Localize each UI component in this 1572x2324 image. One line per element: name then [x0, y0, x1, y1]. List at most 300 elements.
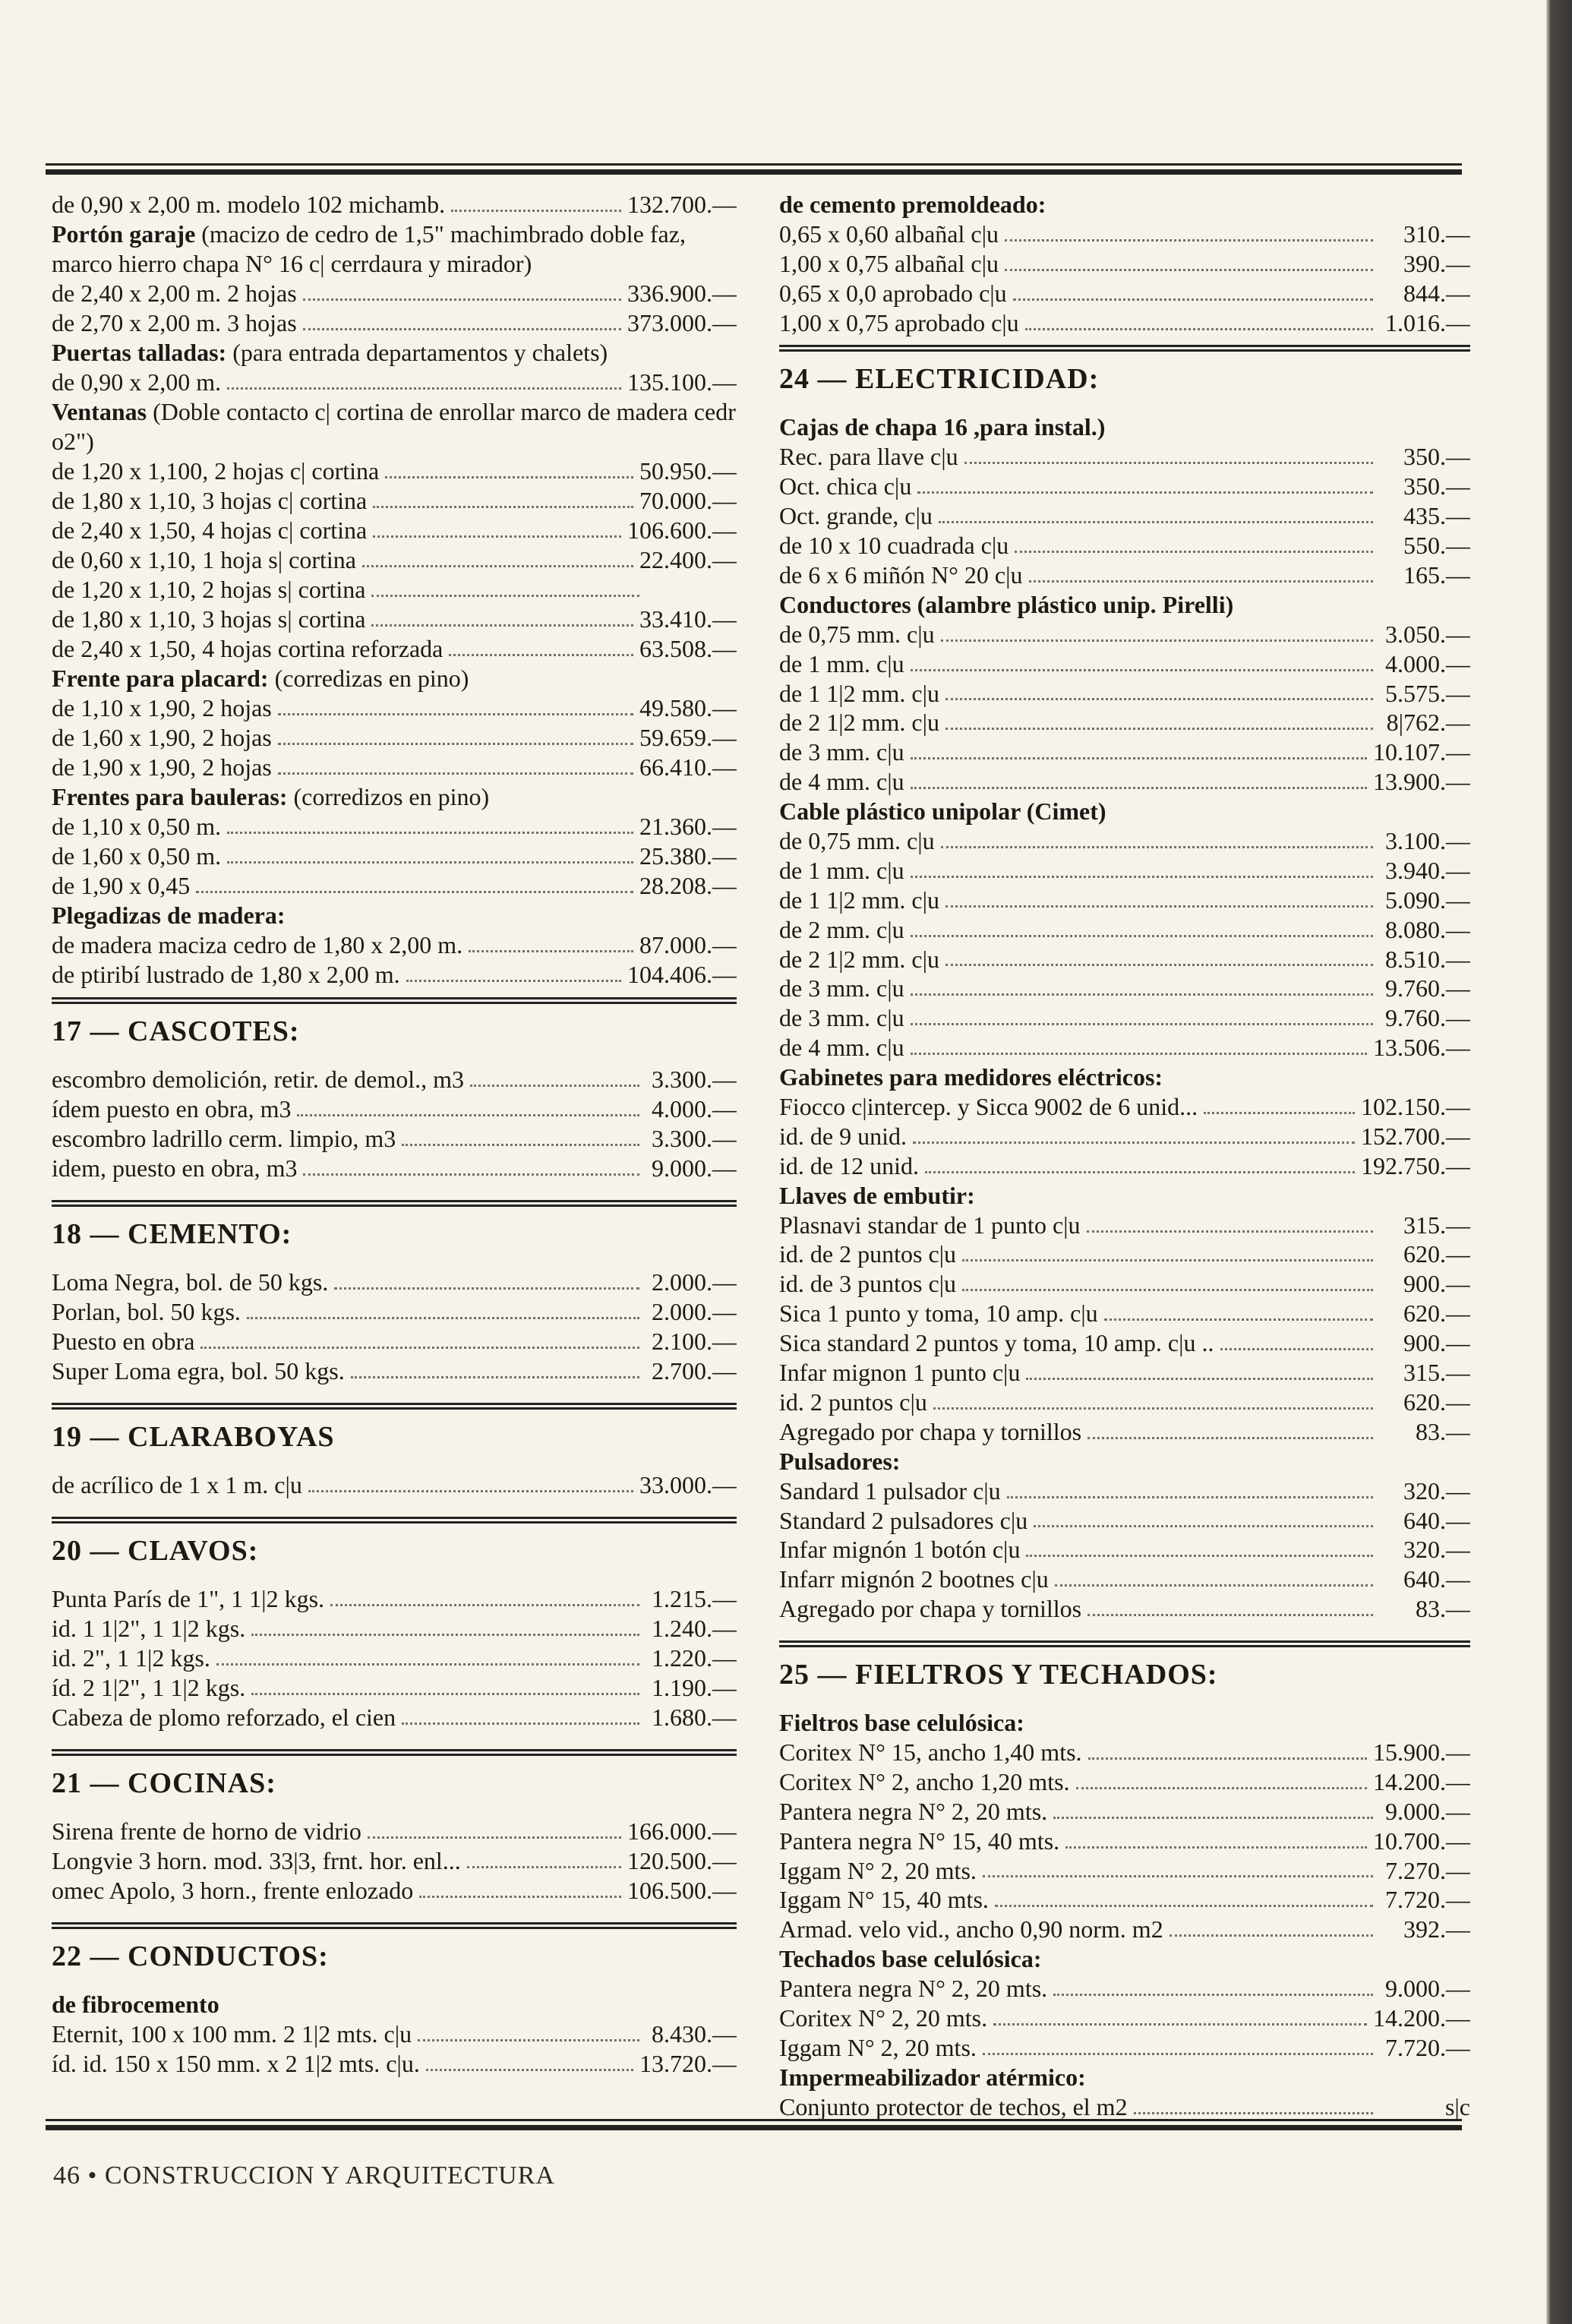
- dot-leader: [449, 654, 633, 656]
- item-price: 2.000.—: [652, 1298, 737, 1325]
- price-row: [779, 1151, 1470, 1181]
- item-price: 83.—: [1416, 1595, 1470, 1623]
- subheading: de fibrocemento: [52, 1991, 219, 2018]
- item-label: escombro demolición, retir. de demol., m3: [52, 1066, 464, 1093]
- item-price: 135.100.—: [627, 368, 737, 396]
- item-label: de 1,20 x 1,100, 2 hojas c| cortina: [52, 457, 380, 485]
- dot-leader: [351, 1376, 639, 1378]
- dot-leader: [945, 964, 1373, 966]
- item-label: Super Loma egra, bol. 50 kgs.: [52, 1357, 345, 1385]
- price-row: [52, 486, 737, 516]
- dot-leader: [911, 787, 1367, 789]
- description-lead: Frentes para bauleras:: [52, 783, 288, 810]
- dot-leader: [1065, 1846, 1367, 1849]
- item-price: 120.500.—: [627, 1847, 737, 1874]
- dot-leader: [911, 993, 1373, 996]
- item-price: 9.760.—: [1385, 974, 1470, 1003]
- item-price: 132.700.—: [627, 191, 737, 218]
- dot-leader: [1055, 1584, 1373, 1587]
- item-price: 320.—: [1403, 1536, 1470, 1564]
- dot-leader: [308, 1490, 633, 1492]
- item-price: 620.—: [1403, 1240, 1470, 1268]
- price-row: [779, 1003, 1470, 1033]
- price-row: [52, 812, 737, 842]
- item-label: idem, puesto en obra, m3: [52, 1154, 298, 1182]
- item-label: de 6 x 6 miñón N° 20 c|u: [779, 560, 1023, 589]
- left-column: [52, 190, 737, 2088]
- dot-leader: [227, 832, 633, 834]
- price-row: [779, 1565, 1470, 1594]
- price-row: [52, 308, 737, 338]
- publication-name: CONSTRUCCION Y ARQUITECTURA: [104, 2161, 555, 2190]
- price-row: [52, 1065, 737, 1094]
- dot-leader: [368, 1836, 621, 1839]
- price-row: [52, 575, 737, 605]
- dot-leader: [1087, 1614, 1373, 1616]
- price-row: [779, 1328, 1470, 1358]
- dot-leader: [1026, 1555, 1373, 1557]
- dot-leader: [418, 2039, 639, 2041]
- price-row: [52, 1846, 737, 1876]
- item-label: Iggam N° 2, 20 mts.: [779, 1856, 977, 1884]
- price-row: [779, 1506, 1470, 1536]
- price-row: [779, 1738, 1470, 1767]
- price-row: [779, 279, 1470, 308]
- section-rule-second: [52, 1407, 737, 1410]
- dot-leader: [451, 210, 621, 212]
- item-label: íd. 2 1|2", 1 1|2 kgs.: [52, 1674, 246, 1701]
- dot-leader: [993, 2023, 1367, 2026]
- item-label: de acrílico de 1 x 1 m. c|u: [52, 1471, 302, 1498]
- section-body: [52, 1268, 737, 1386]
- section-body: [52, 1990, 737, 2079]
- price-row: [779, 974, 1470, 1003]
- price-row: [779, 442, 1470, 472]
- section-rule-second: [52, 1754, 737, 1756]
- dot-leader: [911, 1023, 1373, 1025]
- item-label: de 0,60 x 1,10, 1 hoja s| cortina: [52, 546, 356, 573]
- description-lead: Portón garaje: [52, 220, 196, 248]
- price-row: [52, 930, 737, 960]
- price-row: [779, 767, 1470, 797]
- price-row: [52, 190, 737, 219]
- item-price: 435.—: [1403, 502, 1470, 530]
- price-row: [779, 219, 1470, 249]
- price-row: [779, 1358, 1470, 1388]
- item-label: Conjunto protector de techos, el m2: [779, 2092, 1128, 2120]
- item-price: 10.107.—: [1373, 738, 1470, 766]
- price-row: [52, 693, 737, 723]
- section-rule: [52, 1200, 737, 1202]
- item-price: 102.150.—: [1361, 1093, 1470, 1121]
- item-price: 22.400.—: [639, 546, 737, 573]
- price-row: [52, 634, 737, 664]
- section-rule: [52, 1403, 737, 1405]
- item-price: 13.720.—: [639, 2050, 737, 2077]
- section-rule-second: [52, 1927, 737, 1929]
- item-price: 10.700.—: [1373, 1827, 1470, 1855]
- item-price: s|c: [1444, 2092, 1470, 2120]
- item-label: Sica standard 2 puntos y toma, 10 amp. c|u ..: [779, 1329, 1214, 1357]
- price-row: [52, 1268, 737, 1297]
- section-rule-second: [52, 1002, 737, 1004]
- subheading: Cable plástico unipolar (Cimet): [779, 797, 1106, 826]
- page-footer: [53, 2161, 555, 2190]
- item-price: 106.500.—: [627, 1877, 737, 1904]
- dot-leader: [962, 1289, 1373, 1291]
- section-rule: [52, 997, 737, 999]
- description-lead: Frente para placard:: [52, 665, 269, 692]
- price-row: [779, 679, 1470, 709]
- item-price: 66.410.—: [639, 753, 737, 781]
- subheading: Fieltros base celulósica:: [779, 1709, 1024, 1737]
- dot-leader: [467, 1866, 621, 1868]
- dot-leader: [941, 846, 1373, 848]
- subheading: Techados base celulósica:: [779, 1945, 1042, 1973]
- subheading: Conductores (alambre plástico unip. Pirelli): [779, 590, 1234, 618]
- item-label: Pantera negra N° 15, 40 mts.: [779, 1827, 1060, 1855]
- price-row: [779, 1856, 1470, 1886]
- section-gap: [52, 1500, 737, 1509]
- dot-leader: [371, 624, 633, 627]
- item-label: de 1 mm. c|u: [779, 856, 904, 884]
- item-price: 315.—: [1403, 1211, 1470, 1239]
- item-price: 4.000.—: [1385, 649, 1470, 677]
- price-row: [52, 545, 737, 575]
- price-row: [779, 886, 1470, 915]
- item-price: 5.090.—: [1385, 886, 1470, 914]
- section-heading: 25 — FIELTROS Y TECHADOS:: [779, 1659, 1218, 1691]
- dot-leader: [278, 772, 633, 775]
- section-body: [779, 1708, 1470, 2122]
- section-heading: 19 — CLARABOYAS: [52, 1421, 335, 1453]
- dot-leader: [373, 506, 633, 508]
- item-label: de 3 mm. c|u: [779, 738, 904, 766]
- item-price: 640.—: [1403, 1506, 1470, 1534]
- item-price: 1.190.—: [652, 1674, 737, 1701]
- dot-leader: [964, 462, 1373, 464]
- price-row: [779, 501, 1470, 531]
- price-row: [52, 753, 737, 782]
- item-price: 106.600.—: [627, 516, 737, 544]
- item-price: 390.—: [1403, 249, 1470, 277]
- item-price: 9.000.—: [652, 1154, 737, 1182]
- dot-leader: [983, 2053, 1373, 2055]
- item-label: Coritex N° 2, ancho 1,20 mts.: [779, 1767, 1070, 1795]
- price-row: [779, 737, 1470, 767]
- item-price: 336.900.—: [627, 279, 737, 307]
- price-row: [52, 1673, 737, 1703]
- price-row: [779, 1827, 1470, 1856]
- dot-leader: [911, 757, 1367, 759]
- dot-leader: [278, 713, 633, 715]
- dot-leader: [1134, 2112, 1373, 2114]
- section-heading: 18 — CEMENTO:: [52, 1218, 292, 1250]
- dot-leader: [911, 669, 1373, 671]
- section-heading: 17 — CASCOTES:: [52, 1015, 300, 1047]
- item-label: de 4 mm. c|u: [779, 768, 904, 796]
- item-price: 13.506.—: [1373, 1034, 1470, 1062]
- item-price: 844.—: [1403, 279, 1470, 307]
- item-label: id. de 12 unid.: [779, 1151, 919, 1179]
- dot-leader: [371, 595, 639, 597]
- section-rule: [52, 1749, 737, 1751]
- item-label: de 0,90 x 2,00 m.: [52, 368, 222, 396]
- dot-leader: [1005, 269, 1373, 271]
- price-row: [779, 1239, 1470, 1269]
- item-price: 1.240.—: [652, 1615, 737, 1642]
- price-row: [779, 915, 1470, 945]
- item-price: 49.580.—: [639, 694, 737, 722]
- price-row: [52, 2019, 737, 2049]
- section-rule-second: [52, 1205, 737, 1207]
- dot-leader: [995, 1905, 1373, 1907]
- dot-leader: [1088, 1757, 1367, 1760]
- item-label: Porlan, bol. 50 kgs.: [52, 1298, 241, 1325]
- item-label: 0,65 x 0,60 albañal c|u: [779, 219, 999, 248]
- description-lead: Puertas talladas:: [52, 339, 227, 366]
- item-label: Coritex N° 15, ancho 1,40 mts.: [779, 1738, 1082, 1766]
- dot-leader: [913, 1141, 1355, 1144]
- item-label: de 2,70 x 2,00 m. 3 hojas: [52, 309, 297, 336]
- item-label: de 2,40 x 1,50, 4 hojas c| cortina: [52, 516, 368, 544]
- item-label: Oct. chica c|u: [779, 472, 912, 500]
- price-row: [779, 1269, 1470, 1299]
- dot-leader: [334, 1287, 639, 1290]
- item-label: Iggam N° 15, 40 mts.: [779, 1886, 989, 1914]
- item-price: 350.—: [1403, 472, 1470, 500]
- item-price: 5.575.—: [1385, 679, 1470, 707]
- item-label: de 2 1|2 mm. c|u: [779, 709, 939, 737]
- section-body: [52, 1817, 737, 1906]
- item-price: 8|762.—: [1386, 709, 1470, 737]
- dot-leader: [1087, 1230, 1373, 1233]
- subheading: Impermeabilizador atérmico:: [779, 2063, 1086, 2091]
- dot-leader: [945, 728, 1373, 730]
- price-row: [779, 708, 1470, 737]
- section-heading: 20 — CLAVOS:: [52, 1535, 259, 1567]
- dot-leader: [983, 1875, 1373, 1877]
- left-intro: [52, 190, 737, 990]
- dot-leader: [933, 1407, 1373, 1410]
- item-price: 3.050.—: [1385, 620, 1470, 648]
- price-row: [52, 2049, 737, 2079]
- item-price: 3.300.—: [652, 1125, 737, 1152]
- item-label: Fiocco c|intercep. y Sicca 9002 de 6 unid...: [779, 1093, 1198, 1121]
- section-rule: [779, 345, 1470, 347]
- dot-leader: [962, 1259, 1373, 1261]
- item-label: de 2 mm. c|u: [779, 915, 904, 943]
- left-sections: [52, 997, 737, 2088]
- item-label: íd. id. 150 x 150 mm. x 2 1|2 mts. c|u.: [52, 2050, 420, 2077]
- bottom-rule-thick: [46, 2125, 1462, 2130]
- item-label: de 2 1|2 mm. c|u: [779, 945, 939, 973]
- item-label: de 3 mm. c|u: [779, 1004, 904, 1032]
- price-row: [52, 516, 737, 545]
- item-label: Puesto en obra: [52, 1328, 195, 1355]
- price-row: [52, 1703, 737, 1732]
- section-gap: [52, 1386, 737, 1395]
- item-label: de 4 mm. c|u: [779, 1034, 904, 1062]
- dot-leader: [1026, 1378, 1373, 1380]
- dot-leader: [251, 1693, 639, 1695]
- item-label: de 2,40 x 2,00 m. 2 hojas: [52, 279, 297, 307]
- item-price: 3.300.—: [652, 1066, 737, 1093]
- item-label: de 1 1|2 mm. c|u: [779, 679, 939, 707]
- item-price: 1.680.—: [652, 1704, 737, 1731]
- item-price: 620.—: [1403, 1299, 1470, 1328]
- item-price: 33.000.—: [639, 1471, 737, 1498]
- item-label: Longvie 3 horn. mod. 33|3, frnt. hor. enl...: [52, 1847, 461, 1874]
- dot-leader: [469, 950, 633, 952]
- price-row: [52, 1124, 737, 1154]
- price-row: [779, 1033, 1470, 1063]
- item-label: id. de 2 puntos c|u: [779, 1240, 957, 1268]
- section-heading: 22 — CONDUCTOS:: [52, 1940, 329, 1972]
- price-row: [52, 1614, 737, 1644]
- subheading: Plegadizas de madera:: [52, 901, 286, 929]
- dot-leader: [362, 565, 633, 567]
- item-label: Cabeza de plomo reforzado, el cien: [52, 1704, 396, 1731]
- section-gap: [52, 1732, 737, 1741]
- dot-leader: [330, 1604, 639, 1606]
- item-label: de 1,10 x 1,90, 2 hojas: [52, 694, 272, 722]
- item-price: 3.100.—: [1385, 826, 1470, 854]
- price-row: [52, 1470, 737, 1500]
- price-row: [779, 1299, 1470, 1328]
- item-price: 640.—: [1403, 1565, 1470, 1593]
- section-rule: [52, 1517, 737, 1519]
- item-price: 900.—: [1403, 1270, 1470, 1298]
- page-edge: [1546, 0, 1572, 2324]
- dot-leader: [196, 891, 633, 893]
- item-price: 373.000.—: [627, 309, 737, 336]
- price-row: [779, 1535, 1470, 1565]
- item-price: 320.—: [1403, 1476, 1470, 1505]
- item-label: 0,65 x 0,0 aprobado c|u: [779, 279, 1007, 307]
- item-label: de 1,80 x 1,10, 3 hojas s| cortina: [52, 605, 366, 633]
- dot-leader: [373, 535, 621, 538]
- section-gap: [52, 1183, 737, 1192]
- item-label: de 10 x 10 cuadrada c|u: [779, 532, 1009, 560]
- price-row: [52, 960, 737, 990]
- dot-leader: [911, 935, 1373, 937]
- dot-leader: [1007, 1496, 1373, 1498]
- subheading: Llaves de embutir:: [779, 1181, 975, 1209]
- item-label: Agregado por chapa y tornillos: [779, 1595, 1082, 1623]
- dot-leader: [402, 1722, 639, 1725]
- subheading: Pulsadores:: [779, 1447, 901, 1475]
- dot-leader: [426, 2069, 633, 2071]
- item-label: id. 2", 1 1|2 kgs.: [52, 1644, 210, 1672]
- item-label: Iggam N° 2, 20 mts.: [779, 2033, 977, 2061]
- dot-leader: [227, 387, 621, 390]
- dot-leader: [470, 1085, 639, 1087]
- price-row: [779, 1476, 1470, 1506]
- bottom-rule: [46, 2119, 1462, 2121]
- price-row: [779, 1767, 1470, 1797]
- item-price: 2.000.—: [652, 1268, 737, 1296]
- item-price: 3.940.—: [1385, 856, 1470, 884]
- item-price: 8.430.—: [652, 2020, 737, 2048]
- price-row: [779, 856, 1470, 886]
- item-price: 14.200.—: [1373, 1767, 1470, 1795]
- dot-leader: [1087, 1437, 1373, 1439]
- item-price: 8.510.—: [1385, 945, 1470, 973]
- dot-leader: [1053, 1994, 1373, 1996]
- item-label: Eternit, 100 x 100 mm. 2 1|2 mts. c|u: [52, 2020, 412, 2048]
- item-label: de 1 1|2 mm. c|u: [779, 886, 939, 914]
- item-label: de 1,60 x 0,50 m.: [52, 842, 222, 870]
- dot-leader: [1170, 1934, 1373, 1937]
- item-label: de 1,80 x 1,10, 3 hojas c| cortina: [52, 487, 368, 514]
- dot-leader: [917, 491, 1373, 494]
- item-price: 315.—: [1403, 1359, 1470, 1387]
- price-row: [779, 1885, 1470, 1915]
- item-label: id. 1 1|2", 1 1|2 kgs.: [52, 1615, 246, 1642]
- subheading: de cemento premoldeado:: [779, 191, 1046, 218]
- price-row: [779, 1388, 1470, 1417]
- item-label: id. de 3 puntos c|u: [779, 1270, 957, 1298]
- section-heading: 21 — COCINAS:: [52, 1767, 276, 1799]
- item-price: 8.080.—: [1385, 915, 1470, 943]
- price-row: [52, 723, 737, 753]
- price-row: [779, 826, 1470, 856]
- price-row: [779, 560, 1470, 590]
- dot-leader: [227, 861, 633, 864]
- dot-leader: [945, 905, 1373, 908]
- item-price: 59.659.—: [639, 724, 737, 751]
- item-price: 165.—: [1403, 560, 1470, 589]
- price-row: [779, 531, 1470, 560]
- item-label: de 1 mm. c|u: [779, 649, 904, 677]
- item-price: 33.410.—: [639, 605, 737, 633]
- section-gap: [779, 1624, 1470, 1633]
- item-label: 1,00 x 0,75 aprobado c|u: [779, 308, 1019, 336]
- item-label: de 3 mm. c|u: [779, 974, 904, 1003]
- section-body: [52, 1065, 737, 1183]
- price-row: [779, 620, 1470, 649]
- section-gap: [52, 2079, 737, 2088]
- item-label: Plasnavi standar de 1 punto c|u: [779, 1211, 1081, 1239]
- section-rule-second: [779, 1645, 1470, 1647]
- price-row: [779, 1092, 1470, 1122]
- dot-leader: [200, 1347, 639, 1349]
- item-price: 50.950.—: [639, 457, 737, 485]
- top-rule: [46, 163, 1462, 166]
- right-sections: [779, 345, 1470, 2130]
- description-text: Puertas talladas: (para entrada departamentos y chalets): [52, 339, 608, 366]
- price-row: [52, 1876, 737, 1906]
- dot-leader: [1029, 580, 1374, 583]
- section-gap: [52, 1906, 737, 1915]
- item-label: omec Apolo, 3 horn., frente enlozado: [52, 1877, 414, 1904]
- description-text: Frentes para bauleras: (corredizos en pino): [52, 783, 490, 810]
- item-price: 152.700.—: [1361, 1122, 1470, 1150]
- price-row: [52, 456, 737, 486]
- item-label: Rec. para llave c|u: [779, 443, 958, 471]
- price-row: [52, 871, 737, 901]
- item-price: 9.000.—: [1385, 1975, 1470, 2003]
- price-row: [779, 2033, 1470, 2063]
- dot-leader: [941, 639, 1373, 642]
- dot-leader: [385, 476, 633, 478]
- price-row: [779, 249, 1470, 279]
- item-price: 83.—: [1416, 1417, 1470, 1445]
- price-row: [779, 945, 1470, 974]
- page-number: 46: [53, 2161, 80, 2190]
- subheading: Gabinetes para medidores eléctricos:: [779, 1063, 1163, 1091]
